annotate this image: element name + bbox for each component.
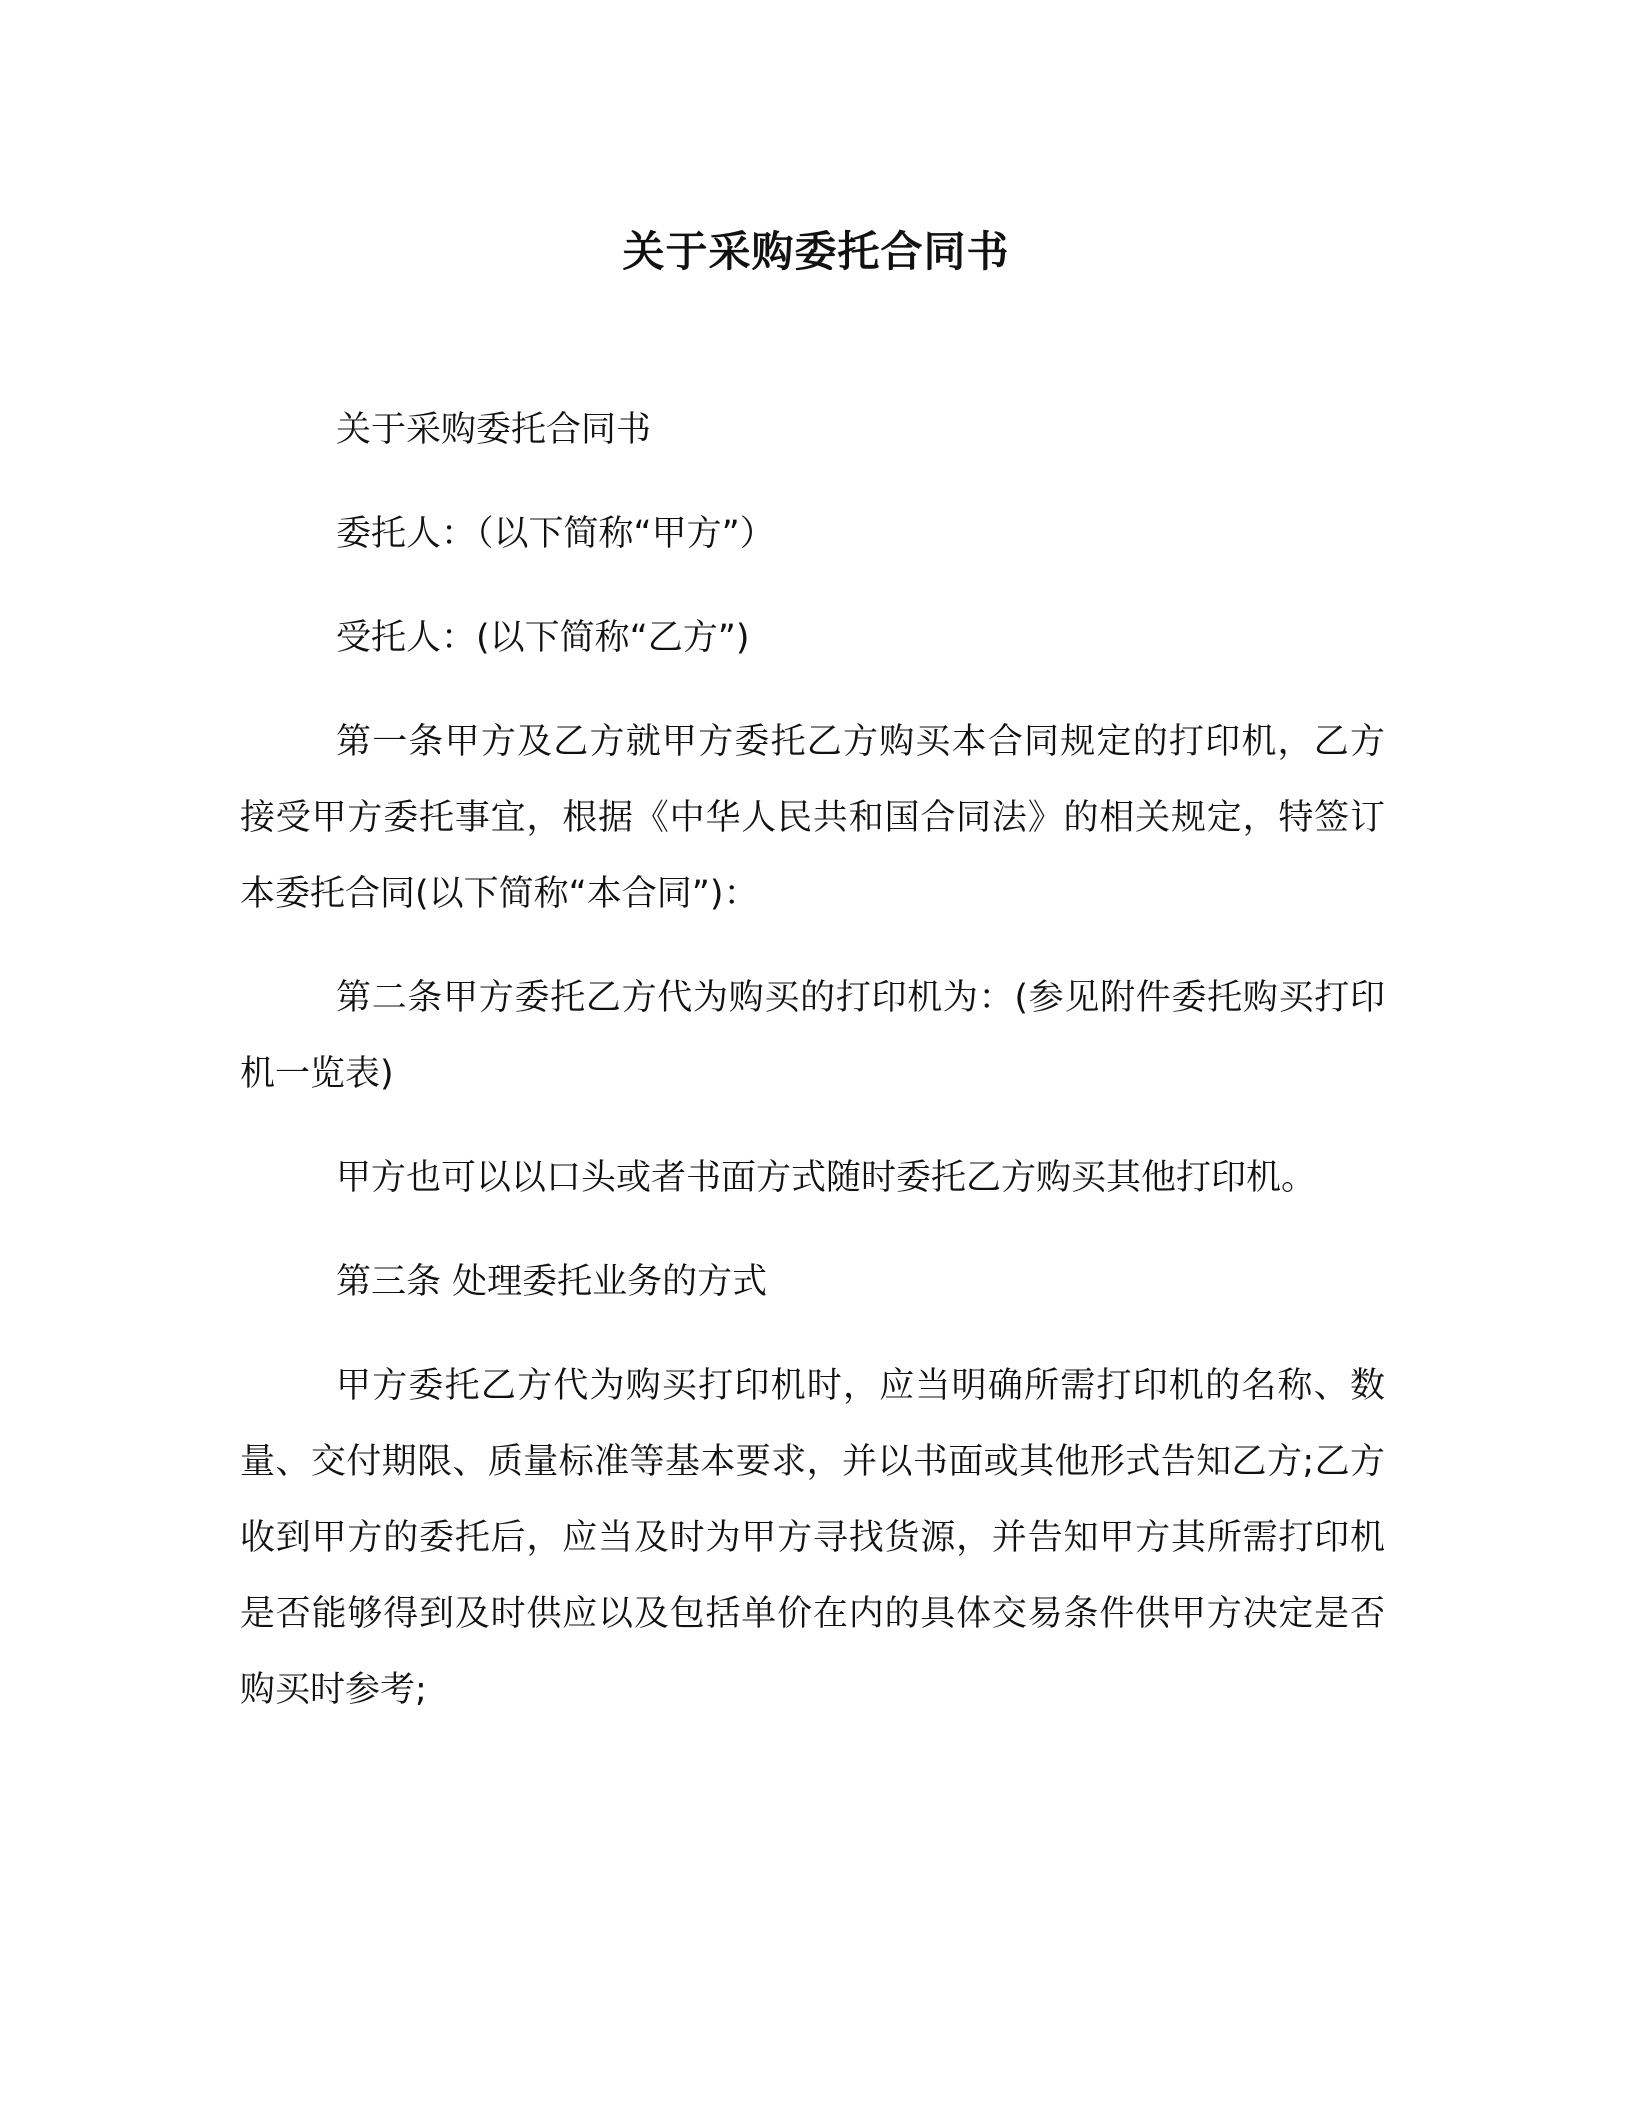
paragraph-article-3-body: 甲方委托乙方代为购买打印机时，应当明确所需打印机的名称、数量、交付期限、质量标准等基本要求，并以书面或其他形式告知乙方;乙方收到甲方的委托后，应当及时为甲方寻找货源，并告知甲方其所需打印机是否能够得到及时供应以及包括单价在内的具体交易条件供甲方决定是否购买时参考; — [240, 1366, 1385, 1710]
paragraph-heading: 关于采购委托合同书 — [336, 410, 652, 450]
paragraph-agent: 受托人：(以下简称“乙方”) — [336, 618, 750, 658]
paragraph-other-purchases: 甲方也可以以口头或者书面方式随时委托乙方购买其他打印机。 — [336, 1158, 1317, 1198]
paragraph-principal: 委托人：（以下简称“甲方”） — [336, 514, 775, 554]
paragraph-article-3-heading: 第三条 处理委托业务的方式 — [336, 1262, 768, 1302]
paragraph-article-1: 第一条甲方及乙方就甲方委托乙方购买本合同规定的打印机，乙方接受甲方委托事宜，根据《中华人民共和国合同法》的相关规定，特签订本委托合同(以下简称“本合同”)： — [240, 722, 1385, 914]
document-body — [240, 392, 1385, 1756]
document-title: 关于采购委托合同书 — [622, 227, 1010, 276]
paragraph-article-2: 第二条甲方委托乙方代为购买的打印机为：(参见附件委托购买打印机一览表) — [240, 978, 1385, 1094]
